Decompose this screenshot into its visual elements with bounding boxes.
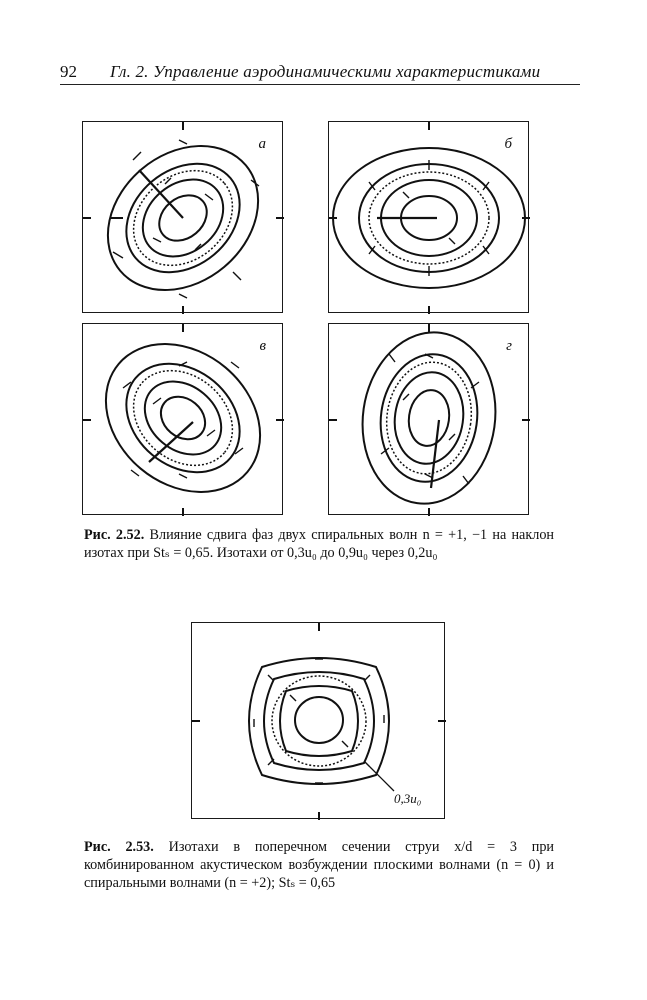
panel-letter: б xyxy=(504,136,512,152)
caption-text: Изотахи в поперечном сечении струи x/d = 3 при комбинированном акустическом возбуждении плоскими волнами (n = 0) и спиральными волнами (n = +2); Stₛ = 0,65 xyxy=(84,839,555,891)
isotach-plot-v xyxy=(83,324,284,516)
page-header xyxy=(60,62,580,85)
figure-panel-v xyxy=(82,323,283,515)
panel-letter: г xyxy=(506,338,512,354)
panel-letter: а xyxy=(258,136,266,152)
figure-panel-2-53 xyxy=(191,622,445,819)
figure-panel-a xyxy=(82,121,283,313)
running-title: Гл. 2. Управление аэродинамическими характеристиками xyxy=(110,62,541,81)
isotach-plot-a xyxy=(83,122,284,314)
figure-panel-b xyxy=(328,121,529,313)
isotach-plot-g xyxy=(329,324,530,516)
panel-letter: в xyxy=(259,338,266,354)
caption-label: Рис. 2.53. xyxy=(84,839,154,855)
contour-label: 0,3u₀ xyxy=(394,791,422,806)
figure-caption-2-52 xyxy=(84,526,554,562)
isotach-plot-b xyxy=(329,122,530,314)
caption-text: Влияние сдвига фаз двух спиральных волн n = +1, −1 на наклон изотах при Stₛ = 0,65. Изотахи от 0,3u₀ до 0,9u₀ через 0,2u₀ xyxy=(84,527,555,561)
figure-panel-g xyxy=(328,323,529,515)
figure-caption-2-53 xyxy=(84,838,554,892)
page-number: 92 xyxy=(60,62,77,81)
caption-label: Рис. 2.52. xyxy=(84,527,145,543)
